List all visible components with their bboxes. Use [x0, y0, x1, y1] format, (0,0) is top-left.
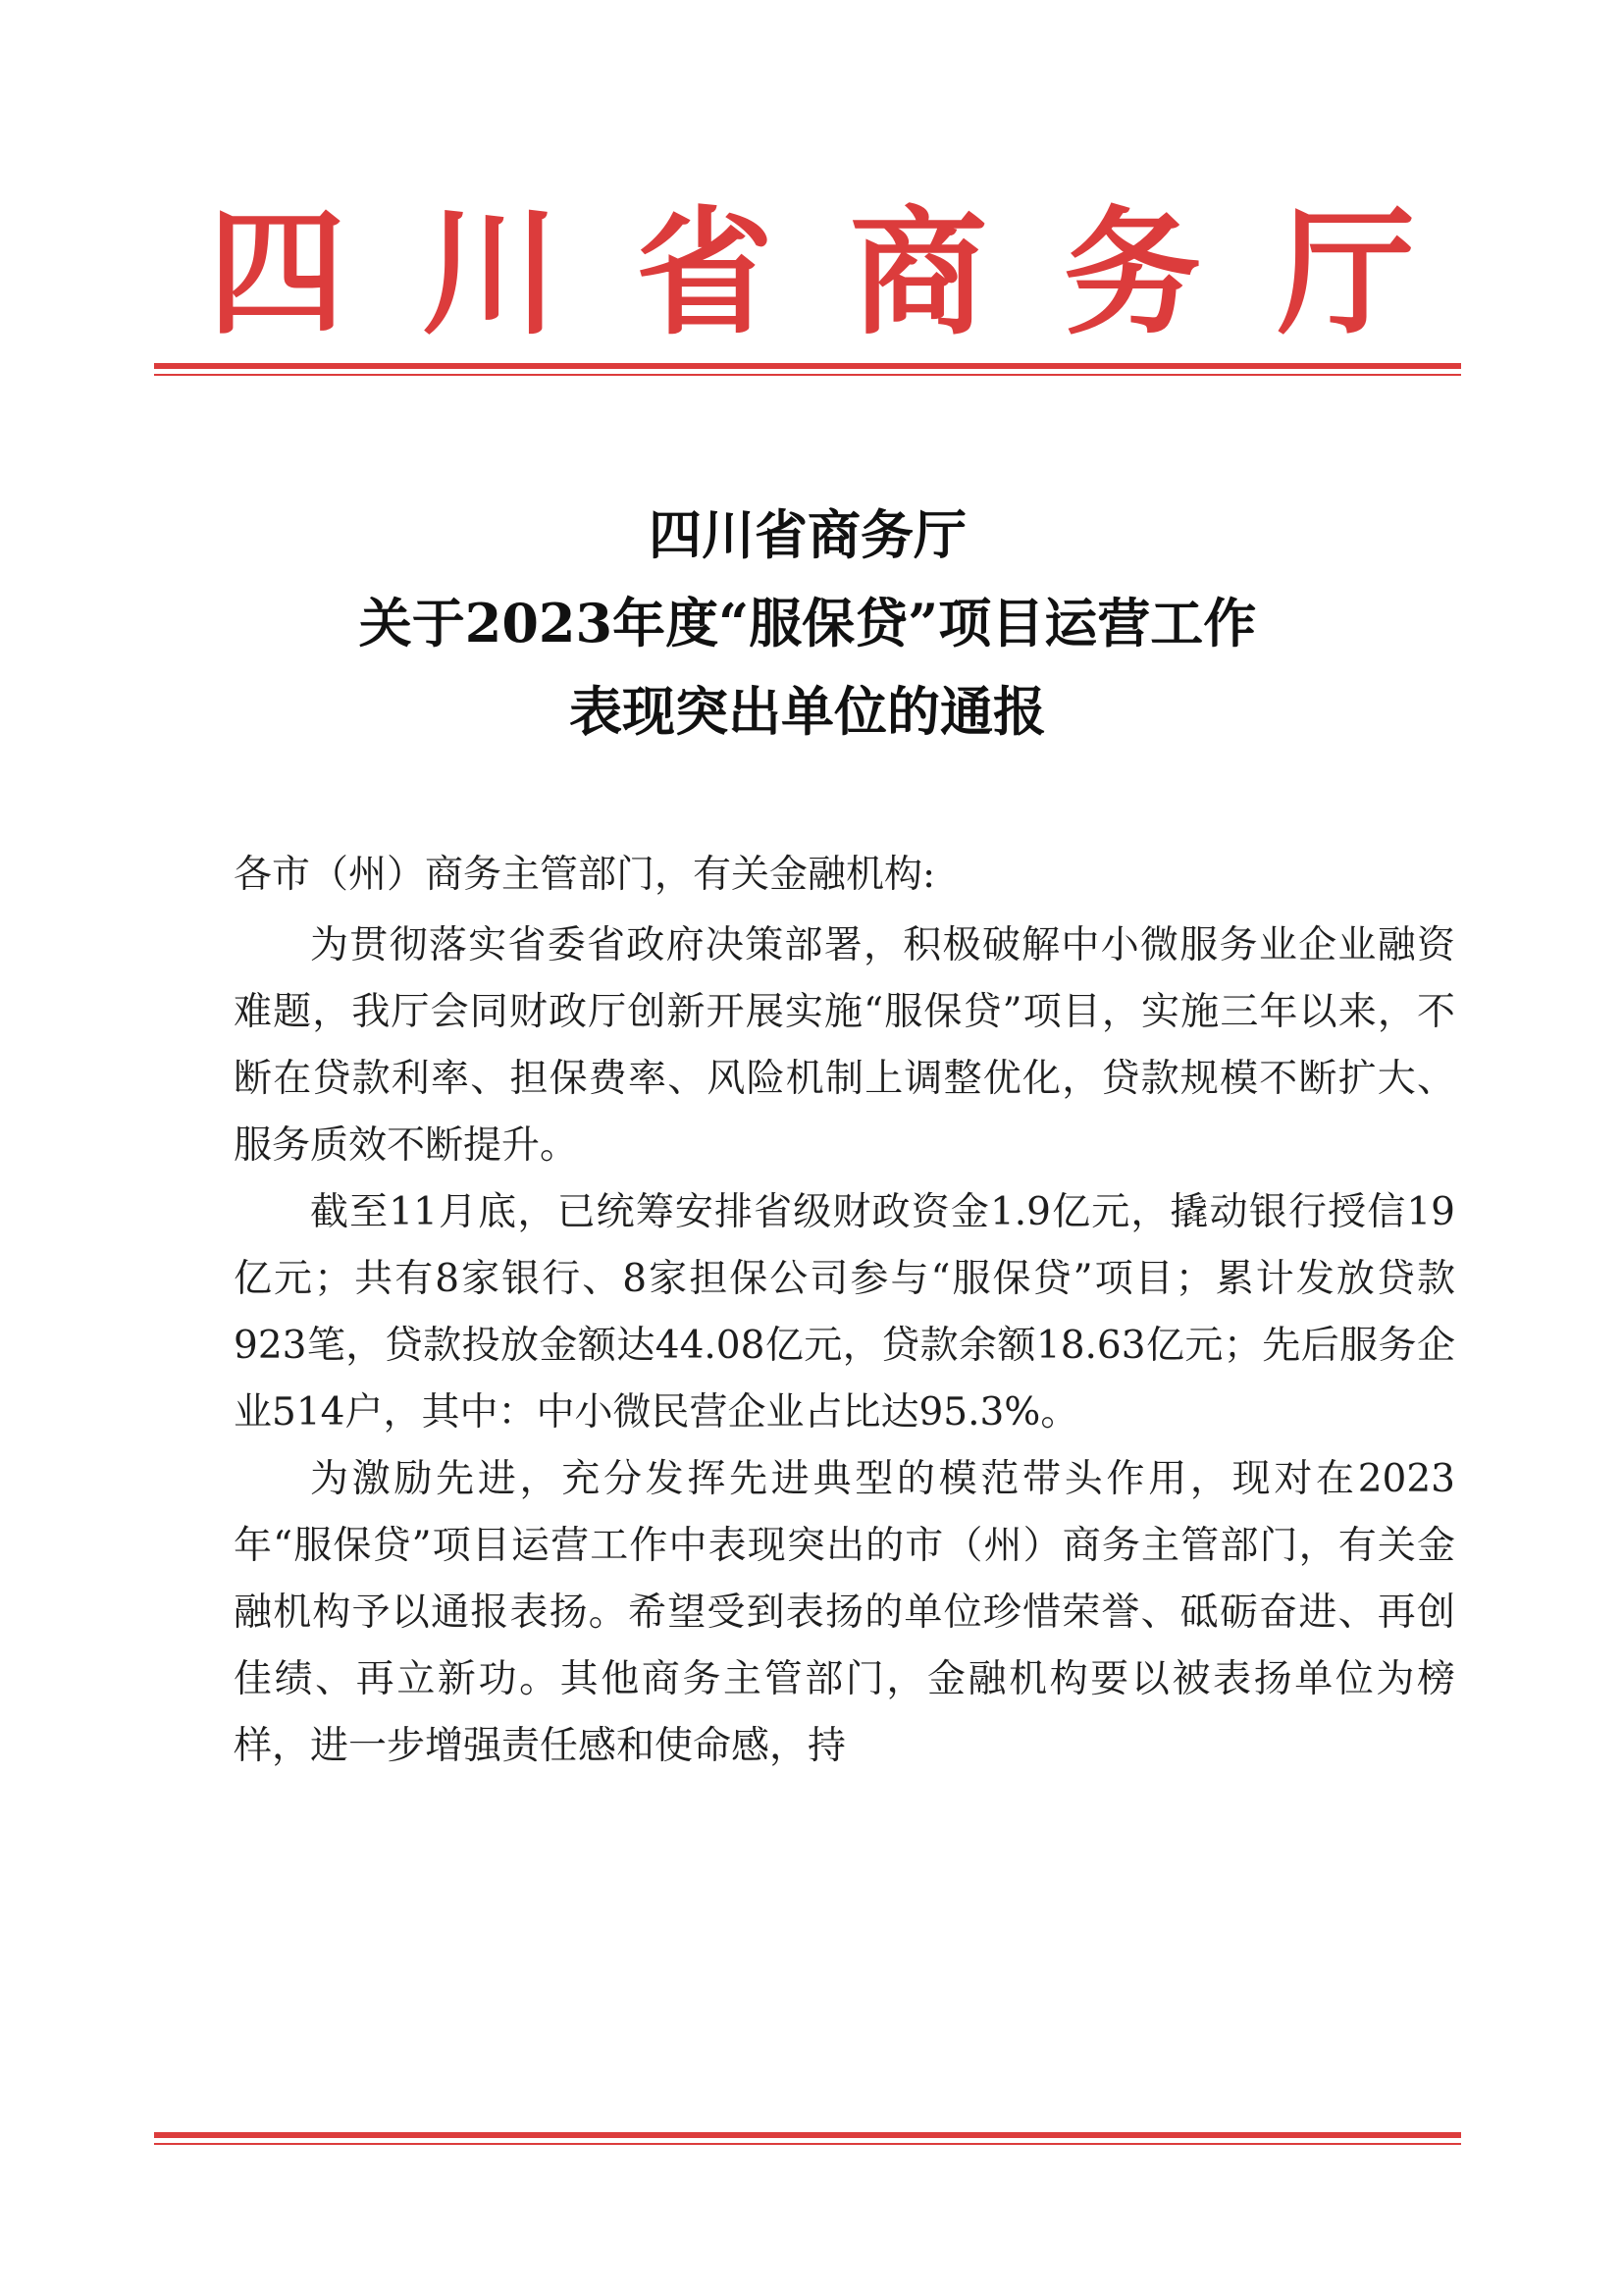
divider-thick-line — [154, 363, 1461, 369]
salutation: 各市（州）商务主管部门，有关金融机构: — [234, 853, 936, 897]
paragraph-statistics: 截至11月底，已统筹安排省级财政资金1.9亿元，撬动银行授信19亿元；共有8家银行、8家担保公司参与“服保贷”项目；累计发放贷款923笔，贷款投放金额达44.08亿元，贷款余额18.63亿元；先后服务企业514户，其中：中小微民营企业占比达95.3%。 — [234, 1190, 1455, 1435]
paragraph-background: 为贯彻落实省委省政府决策部署，积极破解中小微服务业企业融资难题，我厅会同财政厅创新开展实施“服保贷”项目，实施三年以来，不断在贷款利率、担保费率、风险机制上调整优化，贷款规模不断扩大、服务质效不断提升。 — [234, 923, 1455, 1168]
document-body — [234, 842, 1455, 1780]
document-title — [154, 491, 1461, 756]
divider-thin-line — [154, 374, 1461, 376]
letterhead-org-name: 四川省商务厅 — [207, 194, 1492, 354]
letterhead-divider — [154, 363, 1461, 376]
footer-thick-line — [154, 2132, 1461, 2138]
footer-divider — [154, 2132, 1461, 2145]
title-line-2: 关于2023年度“服保贷”项目运营工作 — [358, 592, 1257, 654]
footer-thin-line — [154, 2143, 1461, 2145]
paragraph-commendation: 为激励先进，充分发挥先进典型的模范带头作用，现对在2023年“服保贷”项目运营工作中表现突出的市（州）商务主管部门，有关金融机构予以通报表扬。希望受到表扬的单位珍惜荣誉、砥砺奋进、再创佳绩、再立新功。其他商务主管部门，金融机构要以被表扬单位为榜样，进一步增强责任感和使命感，持 — [234, 1457, 1455, 1768]
letterhead — [0, 194, 1623, 354]
title-line-3: 表现突出单位的通报 — [569, 680, 1046, 743]
title-line-1: 四川省商务厅 — [649, 503, 967, 566]
